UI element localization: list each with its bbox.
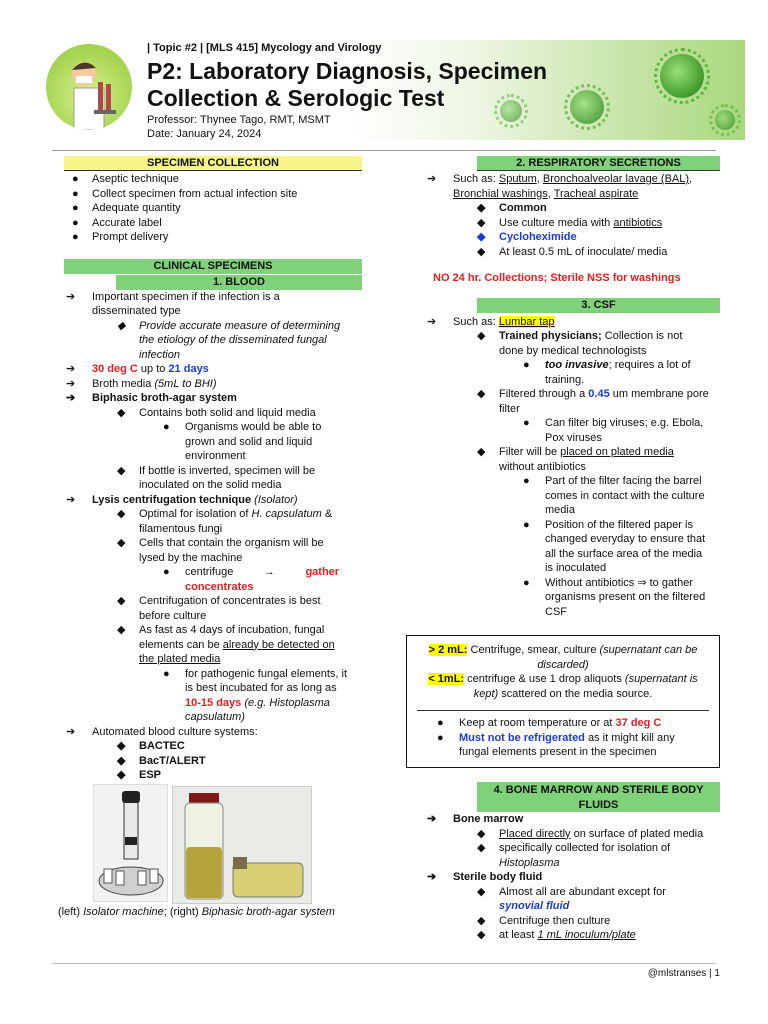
bone-marrow-heading: 4. BONE MARROW AND STERILE BODY FLUIDS — [477, 782, 720, 812]
photo-caption: (left) Isolator machine; (right) Biphasic broth-agar system — [58, 906, 335, 918]
specimen-collection-heading: SPECIMEN COLLECTION — [64, 156, 362, 171]
blood-heading: 1. BLOOD — [116, 275, 362, 290]
specimen-collection-list — [64, 172, 362, 245]
csf-volume-box: > 2 mL: Centrifuge, smear, culture (supernatant can be discarded) < 1mL: centrifuge & use 1 drop aliquots (supernatant is kept) scattered on the media source. ● Keep at room temperature or at 37 deg C ● Must not be refrigerated as it might kill any fungal elements present in the specimen — [406, 635, 720, 768]
list-item: ● Aseptic technique — [72, 173, 179, 185]
respiratory-heading: 2. RESPIRATORY SECRETIONS — [477, 156, 720, 171]
page-title: P2: Laboratory Diagnosis, Specimen Collection & Serologic Test — [147, 58, 548, 111]
isolator-machine-photo — [93, 784, 168, 902]
respiratory-note: NO 24 hr. Collections; Sterile NSS for washings — [433, 272, 681, 284]
csf-heading: 3. CSF — [477, 298, 720, 313]
list-item: ● Adequate quantity — [72, 202, 181, 214]
divider — [52, 963, 716, 964]
blood-content: ➔ Important specimen if the infection is a disseminated type ◆ Provide accurate measure of determining the etiology of the disseminated fungal infection ➔ 30 deg C up to 21 days ➔ Broth media (5mL to BHI) ➔ Biphasic broth-agar system ◆ Contains both solid and liquid media ● Organisms would be able to grown and solid and liquid environment ◆ If bottle is inverted, specimen will be inoculated on the solid media ➔ Lysis centrifugation technique (Isolator) ◆ Optimal for isolation of H. capsulatum & filamentous fungi ◆ Cells that contain the organism will be lysed by the machine ● centrifuge → gather concentrates ◆ Centrifugation of concentrates is best before culture ◆ As fast as 4 days of incubation, fungal elements can be already be detected on the plated media ● for pathogenic fungal elements, it is best incubated for as long as 10-15 days (e.g. Histoplasma capsulatum) ➔ Automated blood culture systems: ◆ BACTEC ◆ BacT/ALERT ◆ ESP — [66, 290, 348, 781]
virus-illustration — [660, 54, 704, 98]
biphasic-broth-agar-photo — [172, 786, 312, 904]
clinical-specimens-heading: CLINICAL SPECIMENS — [64, 259, 362, 274]
virus-illustration — [715, 110, 735, 130]
scientist-avatar — [46, 44, 132, 130]
divider — [52, 150, 716, 151]
page-footer: @mlstranses | 1 — [647, 968, 720, 979]
professor-info: Professor: Thynee Tago, RMT, MSMT Date: January 24, 2024 — [147, 114, 331, 140]
divider — [417, 710, 709, 711]
topic-label: | Topic #2 | [MLS 415] Mycology and Virology — [147, 42, 382, 54]
virus-illustration — [570, 90, 604, 124]
list-item: ● Accurate label — [72, 216, 162, 229]
right-column: 2. RESPIRATORY SECRETIONS ➔ Such as: Sputum, Bronchoalveolar lavage (BAL), Bronchial washings, Tracheal aspirate ◆ Common ◆ Use culture media with antibiotics ◆ Cycloheximide ◆ At least 0.5 mL of inoculate/ media NO 24 hr. Collections; Sterile NSS for washings 3. CSF ➔ Such as: Lumbar tap ◆ Trained physicians; Collection is not done by medical technologists ● too invasive; requires a lot of training. ◆ Filtered through a 0.45 um membrane pore filter ● Can filter big viruses; e.g. Ebola, Pox viruses ◆ Filter will be placed on plated media without antibiotics ● Part of the filter facing the barrel comes in contact with the culture media ● Position of the filtered paper is changed everyday to ensure that all the surface area of the media is inoculated ● Without antibiotics ⇒ to gather organisms present on the filtered CSF — [418, 156, 722, 619]
list-item: ● Prompt delivery — [72, 231, 169, 243]
list-item: ● Collect specimen from actual infection site — [72, 187, 298, 200]
bone-marrow-section: 4. BONE MARROW AND STERILE BODY FLUIDS ➔ Bone marrow ◆ Placed directly on surface of plated media ◆ specifically collected for isolation of Histoplasma ➔ Sterile body fluid ◆ Almost all are abundant except for synovial fluid ◆ Centrifuge then culture ◆ at least 1 mL inoculum/plate — [418, 782, 722, 943]
page-header — [0, 36, 768, 144]
left-column — [64, 156, 362, 783]
